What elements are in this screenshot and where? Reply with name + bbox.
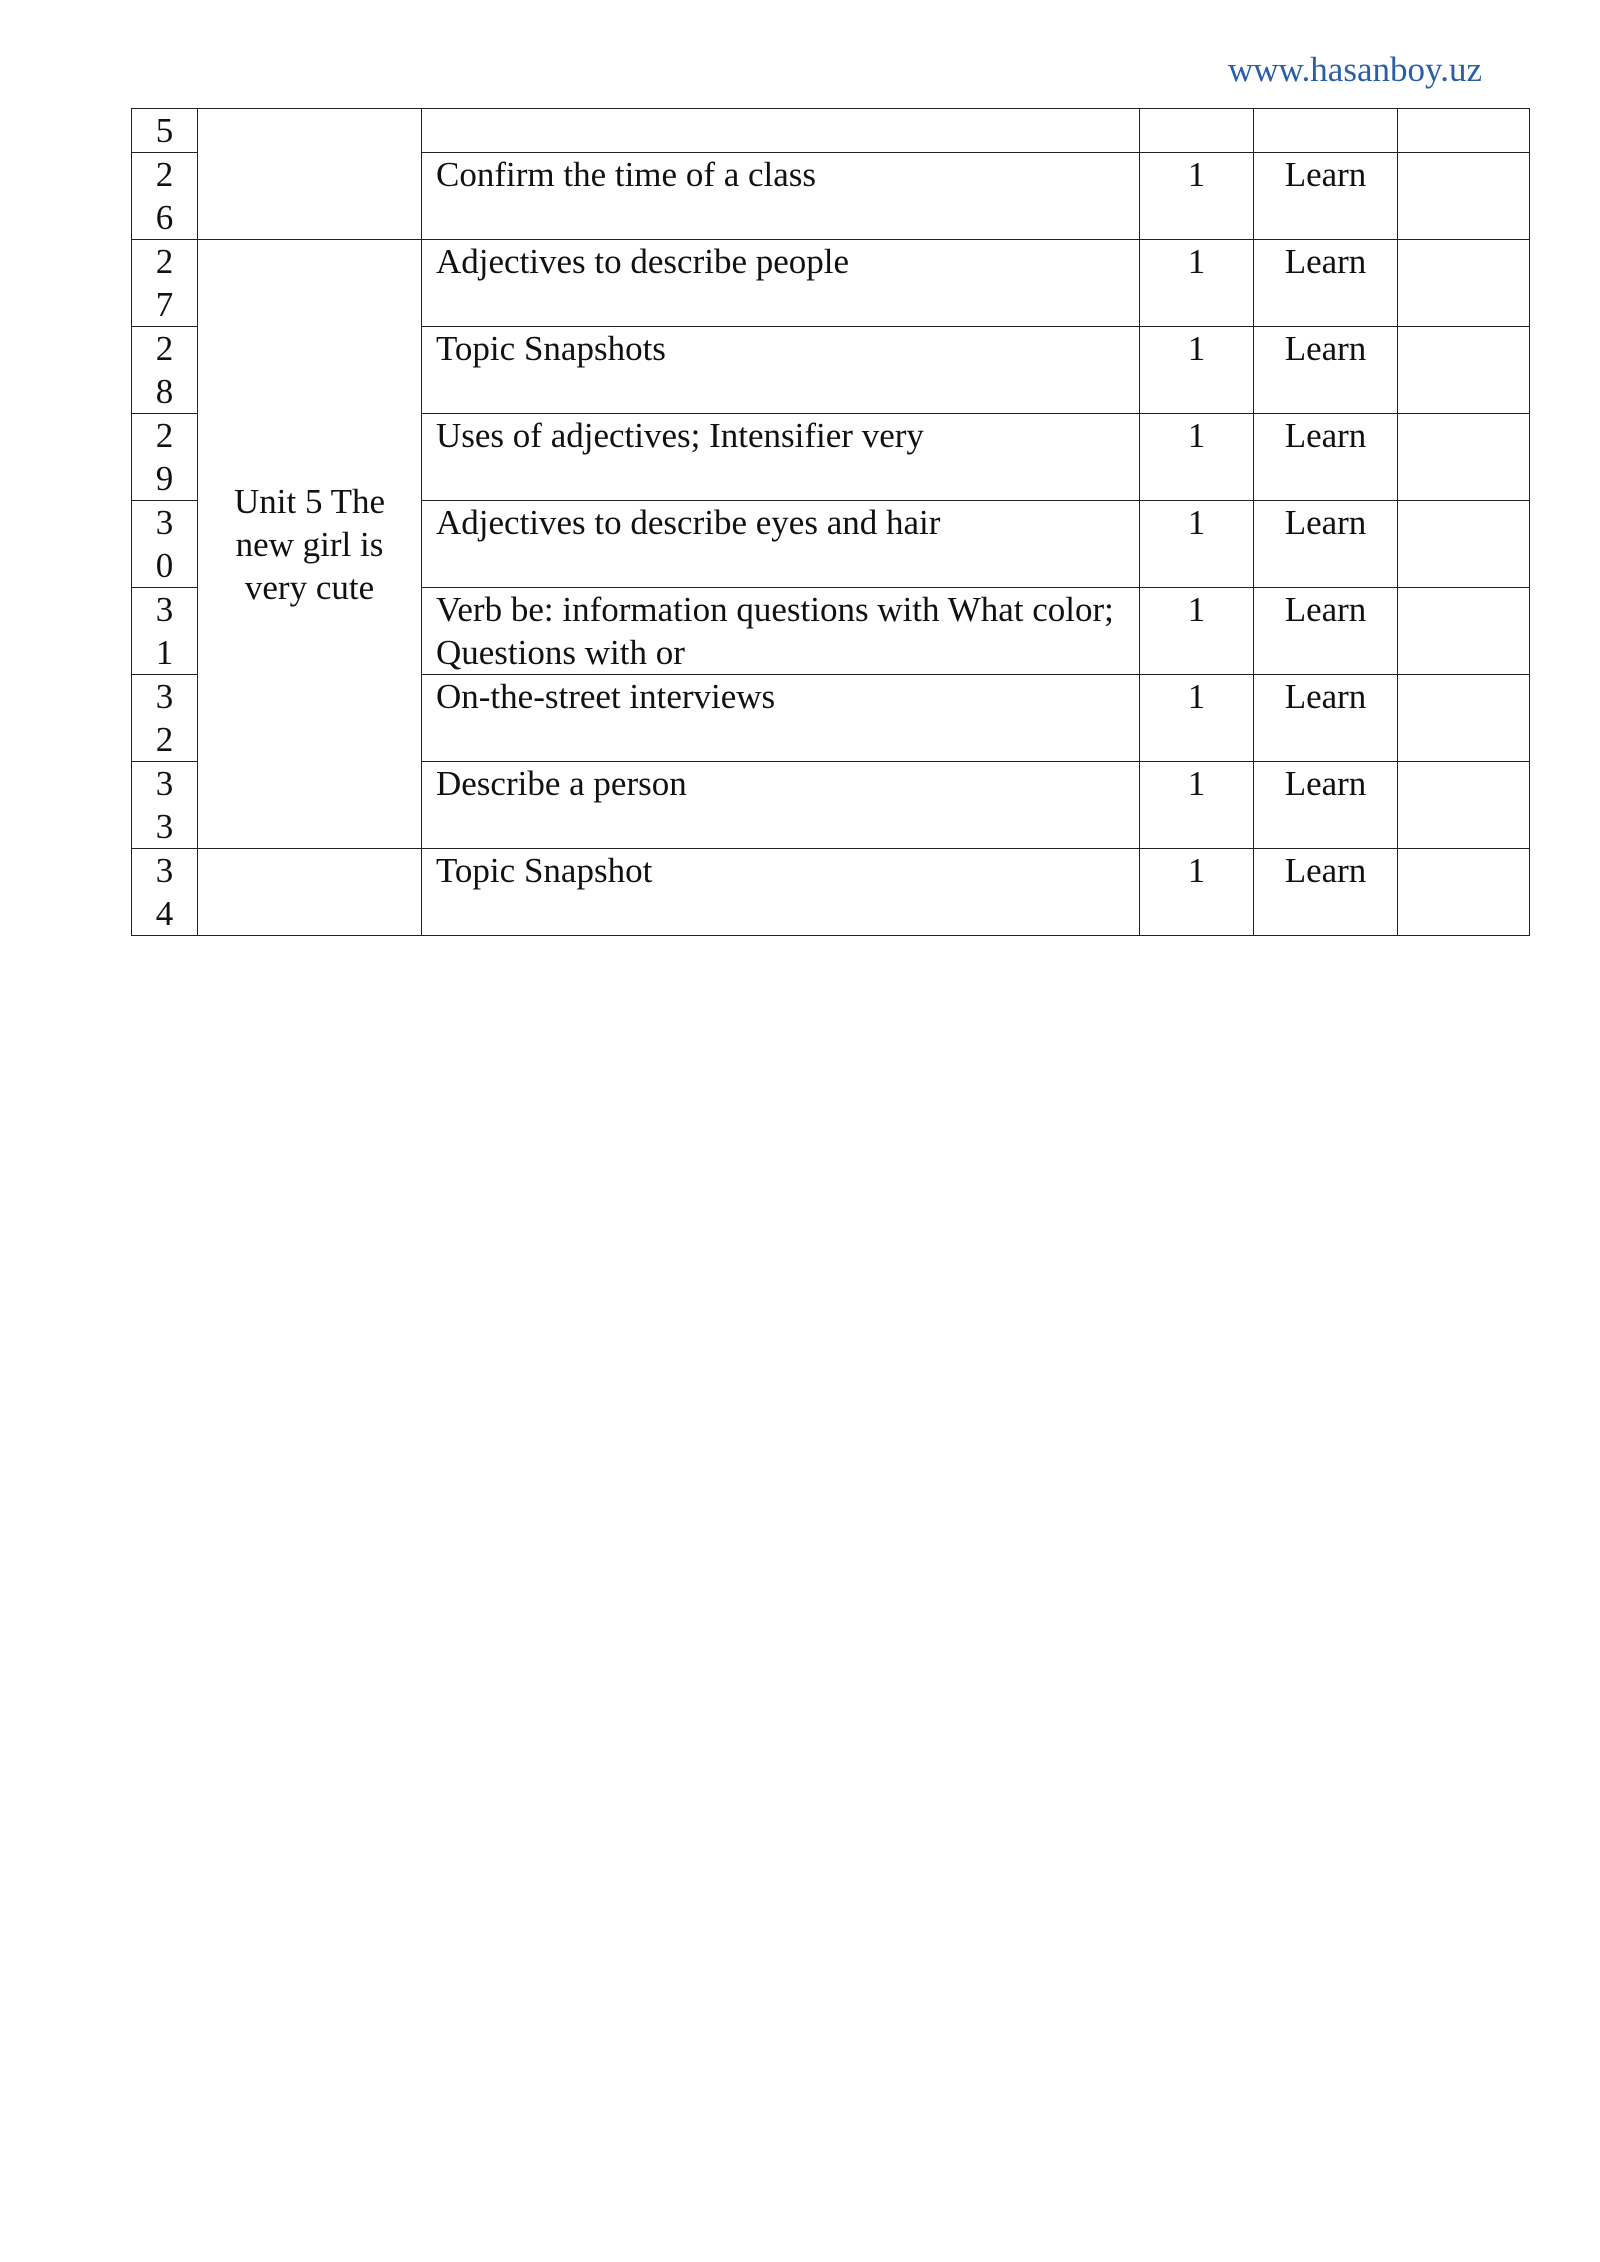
- lesson-hours: 1: [1140, 501, 1254, 588]
- lesson-note: [1398, 762, 1530, 849]
- table-row: [132, 240, 1530, 327]
- unit-cell: [198, 849, 422, 936]
- lesson-status: Learn: [1254, 153, 1398, 240]
- lesson-number: 29: [132, 414, 198, 501]
- lesson-number: 33: [132, 762, 198, 849]
- lesson-topic: Describe a person: [422, 762, 1140, 849]
- table-row: [132, 849, 1530, 936]
- lesson-number: 32: [132, 675, 198, 762]
- lesson-status: Learn: [1254, 849, 1398, 936]
- lesson-number: 27: [132, 240, 198, 327]
- lesson-number: 26: [132, 153, 198, 240]
- lesson-status: Learn: [1254, 762, 1398, 849]
- lesson-note: [1398, 414, 1530, 501]
- lesson-hours: 1: [1140, 414, 1254, 501]
- lesson-number: 5: [132, 109, 198, 153]
- lesson-status: Learn: [1254, 414, 1398, 501]
- site-link[interactable]: www.hasanboy.uz: [1227, 50, 1482, 89]
- lesson-hours: 1: [1140, 675, 1254, 762]
- lesson-hours: 1: [1140, 153, 1254, 240]
- lesson-note: [1398, 501, 1530, 588]
- lesson-hours: 1: [1140, 240, 1254, 327]
- lesson-number: 30: [132, 501, 198, 588]
- lesson-topic: [422, 109, 1140, 153]
- lesson-note: [1398, 675, 1530, 762]
- lesson-hours: 1: [1140, 762, 1254, 849]
- lesson-hours: 1: [1140, 327, 1254, 414]
- lesson-topic: Confirm the time of a class: [422, 153, 1140, 240]
- lesson-status: [1254, 109, 1398, 153]
- lesson-topic: Topic Snapshots: [422, 327, 1140, 414]
- table-row: [132, 109, 1530, 153]
- lesson-note: [1398, 327, 1530, 414]
- lesson-topic: Uses of adjectives; Intensifier very: [422, 414, 1140, 501]
- lesson-topic: Verb be: information questions with What color; Questions with or: [422, 588, 1140, 675]
- lesson-plan-table: [131, 108, 1530, 936]
- lesson-note: [1398, 153, 1530, 240]
- lesson-note: [1398, 849, 1530, 936]
- unit-title: Unit 5 The new girl is very cute: [198, 240, 422, 849]
- lesson-topic: Topic Snapshot: [422, 849, 1140, 936]
- lesson-number: 28: [132, 327, 198, 414]
- lesson-status: Learn: [1254, 501, 1398, 588]
- lesson-number: 31: [132, 588, 198, 675]
- unit-cell: [198, 109, 422, 240]
- lesson-hours: 1: [1140, 588, 1254, 675]
- lesson-status: Learn: [1254, 588, 1398, 675]
- lesson-number: 34: [132, 849, 198, 936]
- lesson-hours: [1140, 109, 1254, 153]
- lesson-topic: Adjectives to describe eyes and hair: [422, 501, 1140, 588]
- lesson-status: Learn: [1254, 327, 1398, 414]
- lesson-status: Learn: [1254, 675, 1398, 762]
- lesson-topic: On-the-street interviews: [422, 675, 1140, 762]
- lesson-status: Learn: [1254, 240, 1398, 327]
- lesson-topic: Adjectives to describe people: [422, 240, 1140, 327]
- lesson-note: [1398, 588, 1530, 675]
- lesson-note: [1398, 109, 1530, 153]
- lesson-note: [1398, 240, 1530, 327]
- lesson-hours: 1: [1140, 849, 1254, 936]
